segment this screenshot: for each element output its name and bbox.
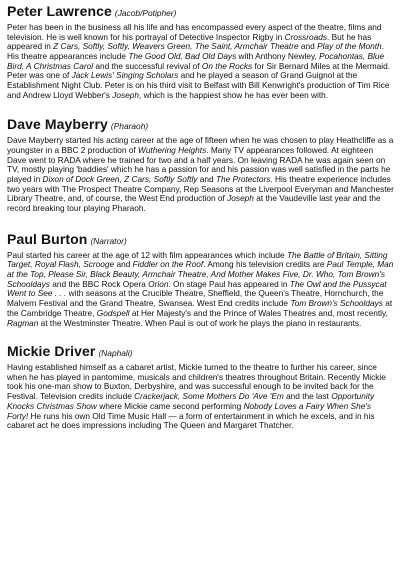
bio-paragraph (7, 363, 394, 431)
body-text: where Mickie came second performing (96, 400, 244, 411)
body-text: at the Vaudeville last year and the record breaking tour playing Pharaoh. (7, 193, 381, 214)
body-text: Paul started his career at the age of 12 with film appearances which include (7, 249, 287, 260)
actor-name: Paul Burton (7, 230, 88, 247)
role-name: (Naphali) (98, 348, 133, 359)
role-name: (Pharaoh) (110, 121, 149, 132)
body-text: and (197, 174, 216, 185)
body-text: and (298, 41, 318, 52)
body-text: He runs his own Old Time Music Hall — a form of entertainment in which he excels, and in his cabaret act he does impressions including The Queen and Margaret Thatcher. (7, 410, 375, 431)
italic-title-text: Paul Temple, Man at the Top, Please Sir, Black Beauty, Armchair Theatre, And Mother Makes Five, Dr. Who, Tom Brown's Schooldays (7, 259, 394, 289)
body-text: , which is the happiest show he has ever been with. (138, 89, 329, 100)
body-text: at the Westminster Theatre. When Paul is out of work he plays the piano in restaurants. (38, 317, 362, 328)
italic-title-text: Opportunity Knocks Christmas Show (7, 391, 375, 411)
body-text: . On stage Paul has appeared in (168, 278, 290, 289)
bio-paul-burton (7, 232, 394, 328)
italic-title-text: Orion (148, 278, 169, 289)
italic-title-text: Play of the Month (317, 41, 382, 52)
italic-title-text: Crackerjack, Some Mothers Do 'Ave 'Em (134, 391, 284, 402)
body-text: . His theatre experience includes two years with The Prospect Theatre Company, Rep Seasons at the Liverpool Everyman and Manchester Library Theatre, and, of course, the West End production of (7, 174, 394, 204)
body-text: . Many TV appearances followed. At eighteen Dave went to RADA where he trained for two and a half years. On leaving RADA he was again seen on TV, mostly playing 'baddies' which he has a passion for and his passion was well satisfied in the parts he played in (7, 144, 391, 185)
italic-title-text: Pocahontas, Blue Bird, A Christmas Carol (7, 50, 385, 71)
bio-paragraph (7, 136, 394, 214)
body-text: . But he has appeared in (7, 31, 372, 52)
italic-title-text: Dixon of Dock Green, Z Cars, Softly Softly (42, 174, 198, 185)
italic-title-text: Fiddler on the Roof (132, 259, 204, 270)
actor-name: Mickie Driver (7, 343, 96, 360)
body-text: and the successful revival of (93, 60, 202, 71)
italic-title-text: The Good Old, Bad Old Days (128, 50, 237, 61)
italic-title-text: The Owl and the Pussycat Went to See . . . (7, 278, 387, 299)
bio-paragraph (7, 251, 394, 329)
body-text: and he played a season of Grand Guignol at the Establishment Night Club. Peter is on his third visit to Belfast with Bill Kenwright's production of Tim Rice and Andrew Lloyd Webber's (7, 70, 390, 100)
body-text: at the Cambridge Theatre, (7, 298, 393, 318)
italic-title-text: Z Cars, Softly, Softly, Weavers Green, The Saint, Armchair Theatre (53, 41, 299, 52)
body-text: with Anthony Newley, (236, 50, 320, 61)
italic-title-text: Joseph (227, 193, 254, 204)
italic-title-text: Nobody Loves a Fairy When She's Forty! (7, 400, 372, 421)
bio-dave-mayberry (7, 117, 394, 213)
body-text: Having established himself as a cabaret artist, Mickie turned to the theatre to further his career, since when he has played in pantomime, musicals and children's theatres throughout Britain. Recently Mickie took his one-man show to Buxton, Derbyshire, and was successful enough to be invited back for the Festival. Television credits include (7, 362, 386, 402)
actor-name: Peter Lawrence (7, 3, 112, 19)
body-text: and the BBC Rock Opera (49, 278, 149, 289)
italic-title-text: On the Rocks (201, 60, 253, 71)
body-text: Peter has been in the business all his life and has encompassed every aspect of the theatre, films and television. He is well known for his portrayal of Detective Inspector Rigby in (7, 21, 382, 42)
body-text: and (114, 259, 133, 270)
italic-title-text: Jack Lewis' Singing Scholars (71, 70, 179, 81)
body-text: with seasons at the Crucible Theatre, Sheffield, the Queen's Theatre, Hornchurch, the Malvern Festival and the Grand Theatre, Swansea. West End credits include (7, 288, 384, 309)
body-text: . Among his television credits are (203, 259, 327, 270)
bio-paragraph (7, 23, 394, 101)
bio-peter-lawrence (7, 4, 394, 100)
italic-title-text: Crossroads (284, 31, 328, 42)
italic-title-text: Wuthering Heights (137, 144, 207, 155)
italic-title-text: The Battle of Britain, Sitting Target, Royal Flash, Scrooge (7, 249, 388, 270)
body-text: . His theatre appearances include (7, 41, 384, 61)
body-text: at Her Majesty's and the Prince of Wales Theatres and, most recently, (129, 307, 388, 318)
bio-header (7, 344, 394, 361)
body-text: for Sir Bernard Miles at the Mermaid. Peter was one of (7, 60, 391, 81)
body-text: and the last (283, 391, 332, 402)
italic-title-text: The Protectors (215, 174, 271, 185)
role-name: (Narrator) (90, 235, 127, 246)
italic-title-text: Ragman (7, 317, 39, 328)
italic-title-text: Joseph (112, 89, 139, 100)
body-text: Dave Mayberry started his acting career at the age of fifteen when he was chosen to play Heathcliffe as a youngster in a BBC 2 production of (7, 135, 394, 155)
actor-name: Dave Mayberry (7, 116, 108, 133)
bio-header (7, 117, 394, 134)
bio-mickie-driver (7, 344, 394, 431)
role-name: (Jacob/Potipher) (114, 8, 177, 18)
italic-title-text: Tom Brown's Schooldays (290, 298, 383, 309)
bio-header (7, 232, 394, 249)
italic-title-text: Godspell (96, 307, 130, 318)
bio-header (7, 4, 394, 21)
